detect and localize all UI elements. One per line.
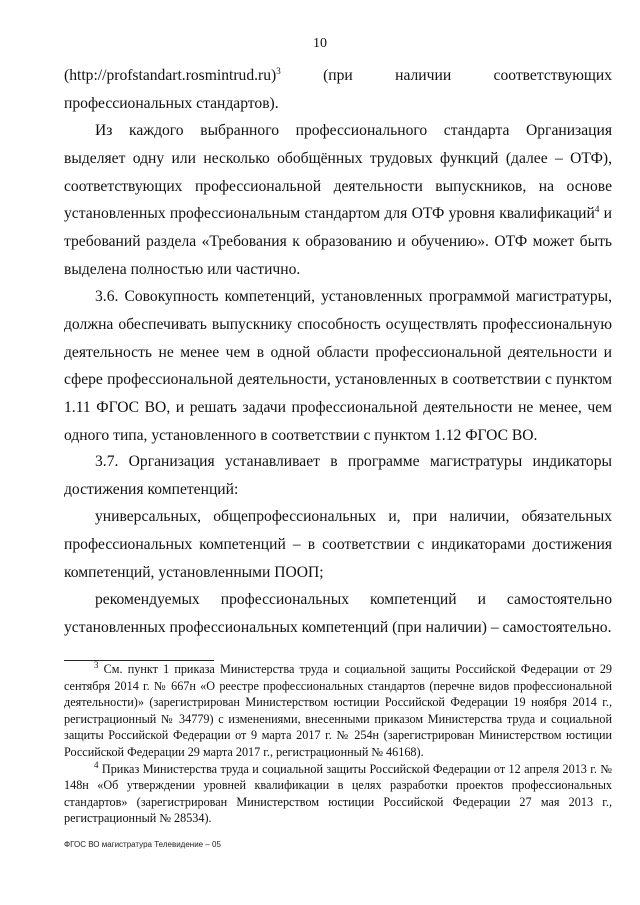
main-text-3 bbox=[64, 283, 612, 450]
paragraph-otf bbox=[64, 117, 612, 284]
url-text: (http://profstandart.rosmintrud.ru) bbox=[64, 67, 277, 84]
main-text-2 bbox=[64, 117, 612, 284]
footnote-4 bbox=[64, 761, 612, 827]
paragraph-universal: универсальных, общепрофессиональных и, при наличии, обязательных профессиональных компетенций – в соответствии с индикаторами достижения компетенций, установленными ПООП; bbox=[64, 508, 612, 581]
main-text-5 bbox=[64, 503, 612, 586]
main-text-6 bbox=[64, 586, 612, 642]
footnote-ref-3: 3 bbox=[276, 65, 281, 76]
footnotes bbox=[64, 661, 612, 827]
paragraph-3-7: 3.7. Организация устанавливает в программе магистратуры индикаторы достижения компетенций: bbox=[64, 453, 612, 498]
page-number: 10 bbox=[313, 36, 327, 51]
footnote-mark: 3 bbox=[94, 659, 99, 670]
footnote-3 bbox=[64, 661, 612, 761]
paragraph-standards-url bbox=[64, 62, 612, 118]
footnote-text: Приказ Министерства труда и социальной защиты Российской Федерации от 12 апреля 2013 г. № 148н «Об утверждении уровней квалификации в целях разработки проектов профессиональных стандартов» (зарегистрирован Министерством юстиции Российской Федерации 27 мая 2013 г., регистрационный № 28534). bbox=[64, 761, 612, 826]
main-text-4 bbox=[64, 448, 612, 504]
footnote-ref-4: 4 bbox=[594, 204, 600, 215]
footnote-mark: 4 bbox=[94, 759, 99, 770]
footnote-text: См. пункт 1 приказа Министерства труда и социальной защиты Российской Федерации от 29 сентября 2014 г. № 667н «О реестре профессиональных стандартов (перечне видов профессиональной деятельности)» (зарегистрирован Министерством юстиции Российской Федерации 19 ноября 2014 г., регистрационный № 34779) с изменениями, внесенными приказом Министерства труда и социальной защиты Российской Федерации от 9 марта 2017 г. № 254н (зарегистрирован Министерством юстиции Российской Федерации 29 марта 2017 г., регистрационный № 46168). bbox=[64, 662, 613, 759]
paragraph-text: и требований раздела «Требования к образованию и обучению». ОТФ может быть выделена полностью или частично. bbox=[64, 205, 612, 278]
paragraph-3-6: 3.6. Совокупность компетенций, установленных программой магистратуры, должна обеспечивать выпускнику способность осуществлять профессиональную деятельность не менее чем в одной области профессиональной деятельности и сфере профессиональной деятельности, установленных в соответствии с пунктом 1.11 ФГОС ВО, и решать задачи профессиональной деятельности не менее, чем одного типа, установленного в соответствии с пунктом 1.12 ФГОС ВО. bbox=[64, 288, 612, 444]
paragraph-text: Из каждого выбранного профессионального стандарта Организация выделяет одну или несколько обобщённых трудовых функций (далее – ОТФ), соответствующих профессиональной деятельности выпускников, на основе установленных профессиональным стандартом для ОТФ уровня квалификаций bbox=[64, 122, 612, 223]
main-text bbox=[64, 62, 612, 118]
paragraph-text: (при наличии соответствующих профессиональных стандартов). bbox=[64, 67, 612, 112]
document-footer: ФГОС ВО магистратура Телевидение – 05 bbox=[64, 840, 221, 849]
paragraph-recommended: рекомендуемых профессиональных компетенций и самостоятельно установленных профессиональных компетенций (при наличии) – самостоятельно. bbox=[64, 591, 612, 636]
